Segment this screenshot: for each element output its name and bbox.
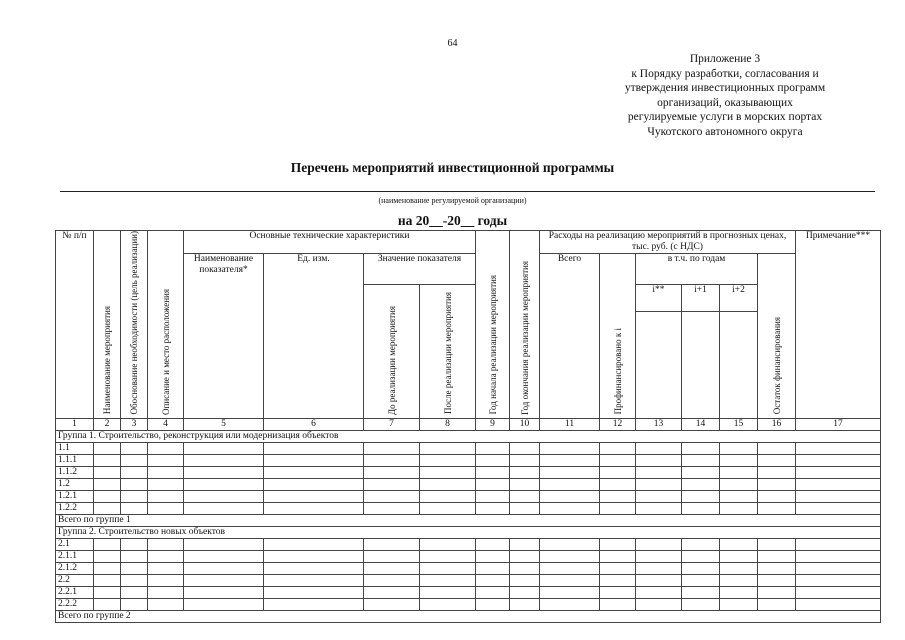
table-cell (796, 490, 881, 502)
appendix-line: Приложение 3 (689, 53, 761, 65)
table-cell (420, 490, 476, 502)
table-cell (758, 442, 796, 454)
table-cell (796, 502, 881, 514)
table-cell (364, 454, 420, 466)
table-cell (510, 454, 540, 466)
table-cell (720, 598, 758, 610)
table-cell (796, 442, 881, 454)
table-cell (364, 574, 420, 586)
table-cell (636, 550, 682, 562)
header-year-i2-cell (720, 312, 758, 418)
table-cell (758, 586, 796, 598)
table-cell (758, 466, 796, 478)
column-number: 8 (420, 418, 476, 430)
group-label: Группа 2. Строительство новых объектов (56, 526, 881, 538)
row-number: 1.1.2 (56, 466, 94, 478)
table-cell (184, 454, 264, 466)
table-cell (184, 490, 264, 502)
table-cell (540, 502, 600, 514)
table-cell (682, 466, 720, 478)
table-cell (682, 490, 720, 502)
table-cell (682, 454, 720, 466)
table-cell (148, 466, 184, 478)
table-cell (364, 586, 420, 598)
column-number: 4 (148, 418, 184, 430)
table-cell (758, 538, 796, 550)
header-value: Значение показателя (364, 254, 476, 285)
table-cell (636, 454, 682, 466)
table-cell (682, 586, 720, 598)
table-cell (600, 478, 636, 490)
table-cell (420, 454, 476, 466)
table-cell (476, 562, 510, 574)
table-cell (184, 442, 264, 454)
table-row (56, 466, 881, 478)
column-number: 9 (476, 418, 510, 430)
table-cell (264, 466, 364, 478)
table-cell (540, 550, 600, 562)
table-cell (600, 586, 636, 598)
table-row (56, 562, 881, 574)
table-cell (264, 562, 364, 574)
table-cell (682, 442, 720, 454)
table-body (56, 430, 881, 622)
appendix-line: утверждения инвестиционных программ (624, 82, 826, 94)
table-cell (148, 442, 184, 454)
table-cell (682, 562, 720, 574)
table-cell (94, 598, 121, 610)
table-cell (420, 538, 476, 550)
table-cell (121, 490, 148, 502)
table-cell (476, 586, 510, 598)
group-row (56, 610, 881, 622)
table-cell (420, 478, 476, 490)
group-label: Всего по группе 1 (56, 514, 881, 526)
table-row (56, 454, 881, 466)
column-number: 10 (510, 418, 540, 430)
column-number: 1 (56, 418, 94, 430)
column-number: 3 (121, 418, 148, 430)
table-cell (184, 478, 264, 490)
table-cell (476, 550, 510, 562)
table-cell (264, 454, 364, 466)
org-name-line (60, 191, 875, 192)
table-cell (94, 562, 121, 574)
table-cell (720, 502, 758, 514)
table-cell (636, 478, 682, 490)
header-location: Описание и место расположения (148, 231, 184, 419)
group-row (56, 526, 881, 538)
table-row (56, 502, 881, 514)
table-cell (364, 550, 420, 562)
table-cell (420, 502, 476, 514)
header-num: № п/п (56, 231, 94, 419)
header-after: После реализации мероприятия (420, 285, 476, 418)
row-number: 1.1.1 (56, 454, 94, 466)
table-cell (540, 586, 600, 598)
table-cell (94, 574, 121, 586)
table-cell (636, 574, 682, 586)
table-row (56, 550, 881, 562)
table-cell (758, 502, 796, 514)
table-cell (121, 478, 148, 490)
table-cell (476, 478, 510, 490)
table-cell (600, 454, 636, 466)
years-heading: на 20__-20__ годы (397, 213, 508, 228)
table-cell (540, 574, 600, 586)
table-cell (121, 442, 148, 454)
table-cell (796, 562, 881, 574)
table-cell (94, 538, 121, 550)
table-cell (510, 502, 540, 514)
table-row (56, 538, 881, 550)
table-cell (600, 538, 636, 550)
table-cell (720, 562, 758, 574)
table-cell (364, 502, 420, 514)
row-number: 2.1.1 (56, 550, 94, 562)
table-cell (264, 442, 364, 454)
table-cell (94, 454, 121, 466)
row-number: 2.1.2 (56, 562, 94, 574)
table-row (56, 478, 881, 490)
table-cell (121, 598, 148, 610)
row-number: 1.2.2 (56, 502, 94, 514)
column-number: 17 (796, 418, 881, 430)
header-name: Наименование мероприятия (94, 231, 121, 419)
table-cell (148, 586, 184, 598)
row-number: 2.2.2 (56, 598, 94, 610)
table-cell (510, 550, 540, 562)
table-cell (94, 478, 121, 490)
appendix-line: Чукотского автономного округа (647, 125, 803, 138)
header-start-year: Год начала реализации мероприятия (476, 231, 510, 419)
appendix-line: организаций, оказывающих (657, 96, 793, 109)
header-year-i-cell (636, 312, 682, 418)
table-cell (720, 442, 758, 454)
table-cell (600, 550, 636, 562)
header-year-i1-cell (682, 312, 720, 418)
table-cell (540, 454, 600, 466)
table-cell (758, 454, 796, 466)
table-cell (184, 562, 264, 574)
table-cell (540, 442, 600, 454)
table-cell (264, 598, 364, 610)
row-number: 1.2 (56, 478, 94, 490)
table-cell (540, 466, 600, 478)
table-cell (184, 598, 264, 610)
table-cell (720, 574, 758, 586)
table-cell (758, 490, 796, 502)
column-number: 2 (94, 418, 121, 430)
table-cell (600, 598, 636, 610)
table-cell (121, 586, 148, 598)
table-cell (796, 574, 881, 586)
table-cell (94, 502, 121, 514)
page-number: 64 (447, 38, 458, 49)
table-cell (636, 562, 682, 574)
column-number: 16 (758, 418, 796, 430)
table-cell (476, 442, 510, 454)
table-cell (796, 598, 881, 610)
org-name-caption: (наименование регулируемой организации) (378, 196, 527, 205)
table-cell (94, 466, 121, 478)
table-row (56, 598, 881, 610)
table-cell (796, 586, 881, 598)
group-label: Всего по группе 2 (56, 610, 881, 622)
table-cell (121, 466, 148, 478)
table-cell (682, 574, 720, 586)
table-cell (94, 550, 121, 562)
table-cell (600, 574, 636, 586)
table-cell (476, 598, 510, 610)
table-cell (720, 454, 758, 466)
table-cell (148, 550, 184, 562)
table-cell (682, 478, 720, 490)
table-cell (420, 574, 476, 586)
row-number: 2.1 (56, 538, 94, 550)
table-cell (720, 466, 758, 478)
header-costs: Расходы на реализацию мероприятий в прогнозных ценах, тыс. руб. (с НДС) (540, 231, 796, 254)
table-cell (636, 538, 682, 550)
group-label: Группа 1. Строительство, реконструкция или модернизация объектов (56, 430, 881, 442)
table-cell (476, 490, 510, 502)
table-cell (148, 478, 184, 490)
table-cell (364, 598, 420, 610)
table-cell (540, 598, 600, 610)
header-reason: Обоснование необходимости (цель реализации) (121, 231, 148, 419)
table-cell (720, 550, 758, 562)
table-cell (540, 562, 600, 574)
table-cell (636, 502, 682, 514)
appendix-line: к Порядку разработки, согласования и (631, 67, 819, 80)
table-cell (758, 550, 796, 562)
table-row (56, 586, 881, 598)
column-number: 13 (636, 418, 682, 430)
table-cell (540, 478, 600, 490)
header-total: Всего (540, 254, 600, 419)
table-cell (540, 490, 600, 502)
table-cell (510, 574, 540, 586)
table-cell (420, 466, 476, 478)
table-cell (796, 538, 881, 550)
column-number: 6 (264, 418, 364, 430)
table-cell (364, 466, 420, 478)
table-cell (184, 550, 264, 562)
table-cell (796, 454, 881, 466)
table-cell (636, 466, 682, 478)
table-cell (476, 502, 510, 514)
table-cell (264, 550, 364, 562)
table-cell (184, 502, 264, 514)
table-cell (476, 454, 510, 466)
table-cell (121, 550, 148, 562)
table-cell (121, 502, 148, 514)
column-number: 11 (540, 418, 600, 430)
column-number: 15 (720, 418, 758, 430)
header-indicator: Наименование показателя* (184, 254, 264, 419)
table-cell (758, 574, 796, 586)
table-cell (148, 598, 184, 610)
table-cell (510, 538, 540, 550)
table-cell (510, 478, 540, 490)
table-cell (540, 538, 600, 550)
table-cell (94, 490, 121, 502)
table-cell (600, 466, 636, 478)
table-cell (420, 550, 476, 562)
table-cell (264, 502, 364, 514)
table-cell (682, 538, 720, 550)
table-cell (364, 538, 420, 550)
table-cell (121, 454, 148, 466)
group-row (56, 430, 881, 442)
table-cell (682, 502, 720, 514)
row-number: 1.2.1 (56, 490, 94, 502)
table-cell (94, 586, 121, 598)
table-cell (476, 466, 510, 478)
table-cell (758, 478, 796, 490)
table-cell (364, 490, 420, 502)
header-unit: Ед. изм. (264, 254, 364, 419)
table-cell (600, 442, 636, 454)
header-year-i1: i+1 (682, 285, 720, 312)
table-cell (148, 538, 184, 550)
header-year-i2: i+2 (720, 285, 758, 312)
table-cell (720, 538, 758, 550)
table-cell (264, 574, 364, 586)
table-cell (476, 538, 510, 550)
column-number: 7 (364, 418, 420, 430)
table-cell (420, 442, 476, 454)
table-cell (796, 550, 881, 562)
table-cell (121, 574, 148, 586)
table-cell (510, 586, 540, 598)
row-number: 1.1 (56, 442, 94, 454)
table-cell (636, 490, 682, 502)
table-cell (184, 466, 264, 478)
header-financed: Профинансировано к i (600, 254, 636, 419)
table-cell (600, 490, 636, 502)
table-cell (476, 574, 510, 586)
table-cell (600, 562, 636, 574)
appendix-block (585, 52, 865, 139)
table-cell (758, 598, 796, 610)
table-cell (636, 598, 682, 610)
table-cell (720, 490, 758, 502)
table-cell (636, 586, 682, 598)
column-number: 5 (184, 418, 264, 430)
table-row (56, 442, 881, 454)
table-cell (796, 466, 881, 478)
table-cell (121, 562, 148, 574)
table-cell (420, 598, 476, 610)
table-cell (636, 442, 682, 454)
header-tech: Основные технические характеристики (184, 231, 476, 254)
table-cell (364, 478, 420, 490)
table-cell (420, 562, 476, 574)
header-by-years: в т.ч. по годам (636, 254, 758, 285)
table-cell (148, 562, 184, 574)
header-year-i: i** (636, 285, 682, 312)
table-cell (148, 502, 184, 514)
table-cell (682, 550, 720, 562)
table-cell (148, 490, 184, 502)
header-end-year: Год окончания реализации мероприятия (510, 231, 540, 419)
table-cell (758, 562, 796, 574)
table-cell (148, 454, 184, 466)
table-cell (94, 442, 121, 454)
table-cell (682, 598, 720, 610)
table-cell (364, 562, 420, 574)
column-number: 14 (682, 418, 720, 430)
table-cell (510, 466, 540, 478)
table-cell (510, 442, 540, 454)
table-cell (510, 490, 540, 502)
row-number: 2.2 (56, 574, 94, 586)
table-cell (121, 538, 148, 550)
table-cell (184, 538, 264, 550)
header-before: До реализации мероприятия (364, 285, 420, 418)
table-cell (364, 442, 420, 454)
appendix-line: регулируемые услуги в морских портах (627, 111, 823, 123)
header-rest: Остаток финансирования (758, 254, 796, 419)
table-cell (264, 478, 364, 490)
table-cell (264, 538, 364, 550)
investment-table (55, 230, 881, 623)
table-cell (720, 586, 758, 598)
table-cell (720, 478, 758, 490)
table-cell (796, 478, 881, 490)
row-number: 2.2.1 (56, 586, 94, 598)
table-cell (184, 574, 264, 586)
table-cell (510, 598, 540, 610)
table-cell (264, 586, 364, 598)
table-row (56, 490, 881, 502)
header-note: Примечание*** (796, 231, 881, 419)
group-row (56, 514, 881, 526)
document-title: Перечень мероприятий инвестиционной программы (290, 160, 615, 175)
column-number-row (56, 418, 881, 430)
column-number: 12 (600, 418, 636, 430)
table-cell (420, 586, 476, 598)
table-cell (148, 574, 184, 586)
table-row (56, 574, 881, 586)
table-cell (600, 502, 636, 514)
table-cell (510, 562, 540, 574)
table-cell (184, 586, 264, 598)
table-cell (264, 490, 364, 502)
